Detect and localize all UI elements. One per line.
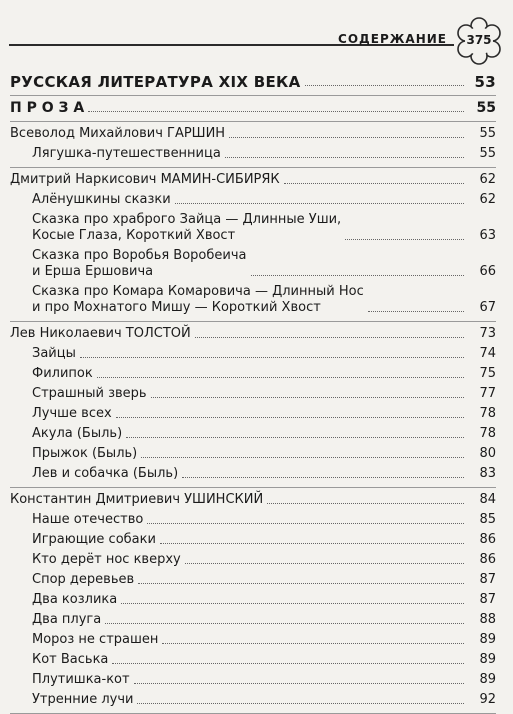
- toc-entry-title: Плутишка-кот: [32, 672, 130, 687]
- toc-entry-title: Лев и собачка (Быль): [32, 466, 179, 481]
- toc-entry-page: 85: [479, 512, 496, 527]
- toc-heading-row[interactable]: [10, 98, 496, 118]
- toc-section: [10, 168, 496, 322]
- toc-entry-page: 53: [474, 73, 496, 91]
- dot-leader: [175, 203, 464, 204]
- dot-leader: [141, 457, 464, 458]
- dot-leader: [251, 275, 465, 276]
- toc-section: [10, 70, 496, 96]
- toc-entry-row[interactable]: [10, 190, 496, 210]
- dot-leader: [229, 137, 464, 138]
- toc-entry-row[interactable]: [10, 590, 496, 610]
- dot-leader: [88, 111, 464, 112]
- toc-entry-page: 78: [479, 406, 496, 421]
- toc-entry-row[interactable]: [10, 550, 496, 570]
- toc-entry-page: 86: [479, 532, 496, 547]
- toc-entry-row[interactable]: [10, 246, 496, 282]
- dot-leader: [147, 523, 464, 524]
- toc-entry-title: Зайцы: [32, 346, 76, 361]
- toc-entry-title: Мороз не страшен: [32, 632, 159, 647]
- toc-entry-row[interactable]: [10, 282, 496, 318]
- toc-entry-page: 86: [479, 552, 496, 567]
- toc-entry-page: 78: [479, 426, 496, 441]
- toc-entry-title: Сказка про Воробья Воробеича и Ерша Ершовича: [32, 248, 247, 279]
- toc-entry-page: 66: [479, 264, 496, 279]
- toc-entry-title: Лучше всех: [32, 406, 112, 421]
- toc-entry-row[interactable]: [10, 210, 496, 246]
- toc-entry-page: 80: [479, 446, 496, 461]
- toc-entry-page: 87: [479, 572, 496, 587]
- dot-leader: [267, 503, 464, 504]
- toc-author-row[interactable]: [10, 170, 496, 190]
- toc-entry-title: Играющие собаки: [32, 532, 156, 547]
- toc-entry-title: Два плуга: [32, 612, 102, 627]
- dot-leader: [112, 663, 464, 664]
- toc-entry-row[interactable]: [10, 670, 496, 690]
- toc-entry-row[interactable]: [10, 510, 496, 530]
- toc-entry-page: 89: [479, 672, 496, 687]
- running-header: СОДЕРЖАНИЕ: [338, 32, 447, 46]
- dot-leader: [305, 85, 464, 86]
- toc-section: [10, 488, 496, 714]
- toc-entry-page: 89: [479, 632, 496, 647]
- dot-leader: [182, 477, 464, 478]
- toc-entry-row[interactable]: [10, 384, 496, 404]
- toc-entry-page: 75: [479, 366, 496, 381]
- toc-entry-title: Сказка про Комара Комаровича — Длинный Нос и про Мохнатого Мишу — Короткий Хвост: [32, 284, 364, 315]
- toc-entry-row[interactable]: [10, 364, 496, 384]
- toc-entry-title: Лягушка-путешественница: [32, 146, 221, 161]
- toc-entry-title: Кот Васька: [32, 652, 109, 667]
- toc-section: [10, 322, 496, 488]
- dot-leader: [121, 603, 464, 604]
- toc-entry-title: Алёнушкины сказки: [32, 192, 171, 207]
- toc-entry-page: 89: [479, 652, 496, 667]
- toc-entry-row[interactable]: [10, 444, 496, 464]
- toc-entry-row[interactable]: [10, 690, 496, 710]
- dot-leader: [345, 239, 464, 240]
- toc-entry-title: П Р О З А: [10, 100, 85, 116]
- toc-entry-page: 55: [479, 126, 496, 141]
- toc-entry-title: Утренние лучи: [32, 692, 134, 707]
- toc-entry-page: 73: [479, 326, 496, 341]
- toc-entry-page: 62: [479, 172, 496, 187]
- toc-entry-row[interactable]: [10, 570, 496, 590]
- dot-leader: [284, 183, 464, 184]
- toc-section: [10, 96, 496, 122]
- toc-entry-title: Акула (Быль): [32, 426, 123, 441]
- dot-leader: [126, 437, 464, 438]
- dot-leader: [105, 623, 464, 624]
- toc-entry-row[interactable]: [10, 630, 496, 650]
- toc-entry-page: 87: [479, 592, 496, 607]
- toc-entry-row[interactable]: [10, 404, 496, 424]
- toc-entry-title: Наше отечество: [32, 512, 144, 527]
- toc-entry-page: 63: [479, 228, 496, 243]
- dot-leader: [195, 337, 464, 338]
- toc-entry-page: 92: [479, 692, 496, 707]
- dot-leader: [368, 311, 464, 312]
- toc-entry-title: Кто дерёт нос кверху: [32, 552, 181, 567]
- toc-entry-row[interactable]: [10, 464, 496, 484]
- toc-author-row[interactable]: [10, 324, 496, 344]
- toc-entry-page: 74: [479, 346, 496, 361]
- toc-entry-title: Прыжок (Быль): [32, 446, 138, 461]
- dot-leader: [151, 397, 464, 398]
- toc-entry-title: Сказка про храброго Зайца — Длинные Уши, Косые Глаза, Короткий Хвост: [32, 212, 342, 243]
- toc-entry-title: Всеволод Михайлович ГАРШИН: [10, 126, 226, 141]
- toc-entry-page: 55: [479, 146, 496, 161]
- dot-leader: [137, 703, 464, 704]
- dot-leader: [134, 683, 464, 684]
- dot-leader: [162, 643, 464, 644]
- toc-heading-row[interactable]: [10, 72, 496, 92]
- toc-entry-title: Два козлика: [32, 592, 118, 607]
- table-of-contents: [10, 70, 496, 714]
- toc-entry-title: Константин Дмитриевич УШИНСКИЙ: [10, 492, 264, 507]
- toc-entry-row[interactable]: [10, 344, 496, 364]
- toc-entry-page: 55: [476, 100, 496, 116]
- toc-author-row[interactable]: [10, 490, 496, 510]
- toc-entry-page: 77: [479, 386, 496, 401]
- toc-entry-page: 67: [479, 300, 496, 315]
- toc-entry-page: 83: [479, 466, 496, 481]
- toc-entry-page: 62: [479, 192, 496, 207]
- dot-leader: [116, 417, 464, 418]
- toc-entry-row[interactable]: [10, 610, 496, 630]
- dot-leader: [138, 583, 464, 584]
- toc-entry-title: Спор деревьев: [32, 572, 135, 587]
- toc-entry-row[interactable]: [10, 424, 496, 444]
- toc-entry-title: Страшный зверь: [32, 386, 147, 401]
- dot-leader: [80, 357, 464, 358]
- toc-entry-page: 88: [479, 612, 496, 627]
- toc-entry-row[interactable]: [10, 144, 496, 164]
- toc-entry-page: 84: [479, 492, 496, 507]
- dot-leader: [97, 377, 464, 378]
- toc-author-row[interactable]: [10, 124, 496, 144]
- toc-entry-title: Дмитрий Наркисович МАМИН-СИБИРЯК: [10, 172, 280, 187]
- toc-section: [10, 122, 496, 168]
- dot-leader: [225, 157, 464, 158]
- toc-entry-row[interactable]: [10, 650, 496, 670]
- dot-leader: [185, 563, 464, 564]
- toc-entry-title: Лев Николаевич ТОЛСТОЙ: [10, 326, 191, 341]
- toc-entry-title: РУССКАЯ ЛИТЕРАТУРА XIX ВЕКА: [10, 73, 301, 91]
- toc-entry-row[interactable]: [10, 530, 496, 550]
- dot-leader: [160, 543, 464, 544]
- toc-entry-title: Филипок: [32, 366, 93, 381]
- page-number: 375: [466, 33, 492, 47]
